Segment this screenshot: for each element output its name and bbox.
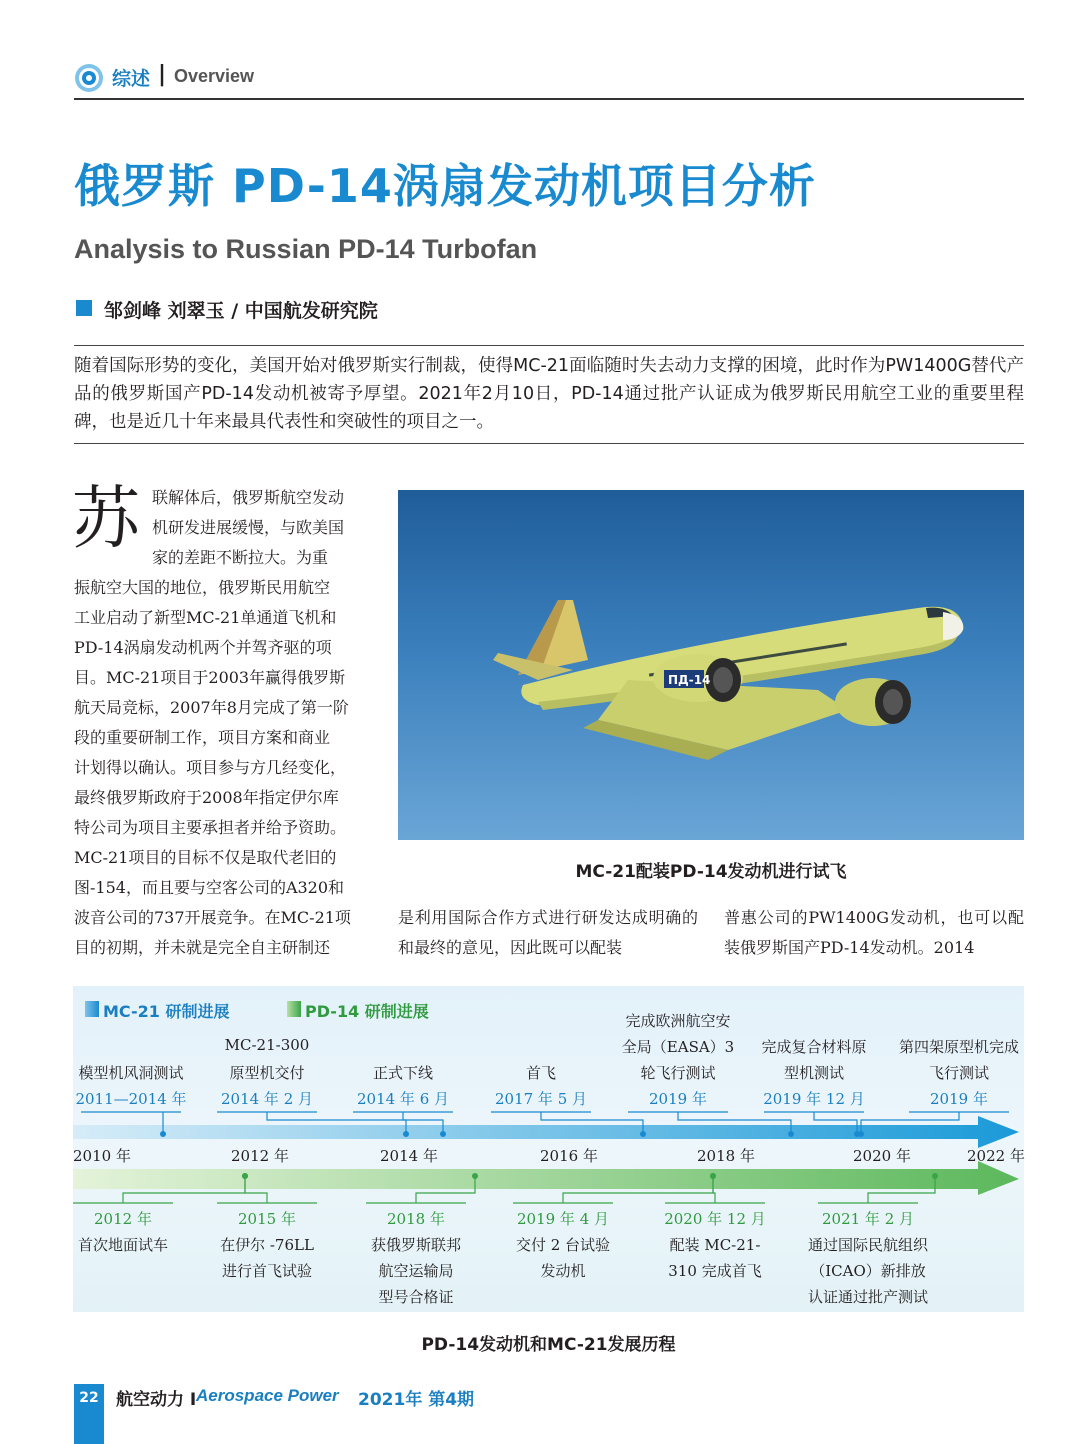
body-column-3: 普惠公司的PW1400G发动机，也可以配装俄罗斯国产PD-14发动机。2014: [724, 908, 1024, 957]
timeline-event-text: 首次地面试车: [77, 1236, 168, 1254]
timeline-event-text: 配装 MC-21-: [669, 1236, 761, 1254]
author-marker-icon: [76, 300, 92, 316]
timeline-date: 2018 年: [387, 1210, 445, 1228]
timeline-event-text: 正式下线: [372, 1064, 433, 1082]
abstract-top-rule: [74, 345, 1024, 346]
body-line: 图-154，而且要与空客公司的A320和: [74, 878, 345, 897]
timeline-event-text: 310 完成首飞: [668, 1262, 762, 1280]
mc21-aircraft-illustration: [398, 490, 1024, 840]
photo-caption: MC-21配装PD-14发动机进行试飞: [575, 862, 847, 882]
timeline-date: 2011—2014 年: [75, 1090, 187, 1108]
timeline-dot: [710, 1173, 716, 1179]
timeline-event-text: 飞行测试: [928, 1064, 989, 1082]
timeline-year: 2012 年: [231, 1147, 289, 1165]
timeline-date: 2012 年: [94, 1210, 152, 1228]
timeline-dot: [788, 1131, 794, 1137]
body-line: 特公司为项目主要承担者并给予资助。: [74, 818, 347, 837]
timeline-event-text: 通过国际民航组织: [807, 1236, 928, 1254]
timeline-year: 2020 年: [853, 1147, 911, 1165]
timeline-event-text: 认证通过批产测试: [807, 1288, 928, 1306]
body-line: PD-14涡扇发动机两个并驾齐驱的项: [74, 638, 332, 657]
section-logo-icon: [74, 63, 104, 93]
journal-issue: 2021年 第4期: [358, 1390, 475, 1410]
timeline-year: 2018 年: [697, 1147, 755, 1165]
timeline-dot: [440, 1131, 446, 1137]
body-column-1: [74, 483, 374, 963]
timeline-event-text: 交付 2 台试验: [515, 1236, 611, 1254]
section-label-en: Overview: [174, 66, 255, 86]
pd14-timeline-arrow: [73, 1161, 1019, 1195]
timeline-dot: [640, 1131, 646, 1137]
timeline-event-text: 型号合格证: [378, 1288, 454, 1306]
timeline-dot: [242, 1173, 248, 1179]
legend-mc21: MC-21 研制进展: [103, 1002, 230, 1021]
body-line: 计划得以确认。项目参与方几经变化，: [74, 758, 347, 777]
section-label-cn: 综述: [112, 68, 151, 90]
timeline-year: 2016 年: [540, 1147, 598, 1165]
timeline-dot: [472, 1173, 478, 1179]
timeline-event-text: 全局（EASA）3: [621, 1038, 735, 1056]
timeline-event-text: 发动机: [540, 1262, 586, 1280]
body-line: 机研发进展缓慢，与欧美国: [152, 518, 345, 537]
timeline-event-text: 轮飞行测试: [640, 1064, 716, 1082]
body-line: 联解体后，俄罗斯航空发动: [152, 488, 345, 507]
body-line: 段的重要研制工作，项目方案和商业: [74, 728, 331, 747]
timeline-event-text: 第四架原型机完成: [898, 1038, 1019, 1056]
timeline-event-text: 模型机风洞测试: [78, 1064, 184, 1082]
authors-line: 邹剑峰 刘翠玉 / 中国航发研究院: [104, 300, 378, 322]
body-line: 航天局竞标，2007年8月完成了第一阶: [74, 698, 349, 717]
journal-name-en: Aerospace Power: [196, 1386, 339, 1405]
timeline-caption: PD-14发动机和MC-21发展历程: [421, 1335, 676, 1355]
timeline-date: 2019 年 12 月: [763, 1090, 865, 1108]
timeline-date: 2019 年: [930, 1090, 988, 1108]
journal-name-cn: 航空动力 I: [116, 1390, 197, 1410]
body-line: 目。MC-21项目于2003年赢得俄罗斯: [74, 668, 346, 687]
timeline-dot: [160, 1131, 166, 1137]
engine-logo: ПД-14: [668, 673, 711, 687]
abstract-bottom-rule: [74, 443, 1024, 444]
article-title-en: Analysis to Russian PD-14 Turbofan: [74, 234, 538, 264]
timeline-year: 2022 年: [967, 1147, 1025, 1165]
timeline-event-text: 首飞: [525, 1064, 556, 1082]
timeline-event-text: 完成复合材料原: [761, 1038, 867, 1056]
timeline-date: 2020 年 12 月: [664, 1210, 766, 1228]
timeline-event-text: 完成欧洲航空安: [625, 1012, 731, 1030]
timeline-date: 2019 年: [649, 1090, 707, 1108]
running-header: [74, 60, 1024, 100]
article-title-cn: 俄罗斯 PD-14涡扇发动机项目分析: [74, 159, 816, 213]
mc21-timeline-arrow: [73, 1116, 1019, 1148]
abstract: 随着国际形势的变化，美国开始对俄罗斯实行制裁，使得MC-21面临随时失去动力支撑的困境，此时作为PW1400G替代产品的俄罗斯国产PD-14发动机被寄予厚望。2021年2月10日，PD-14通过批产认证成为俄罗斯民用航空工业的重要里程碑，也是近几十年来最具代表性和突破性的项目之一。: [74, 356, 1024, 432]
aircraft-photo: [398, 490, 1024, 840]
timeline-event-text: 获俄罗斯联邦: [370, 1236, 461, 1254]
timeline-dot: [858, 1131, 864, 1137]
body-line: MC-21项目的目标不仅是取代老旧的: [74, 848, 337, 867]
body-line: 家的差距不断拉大。为重: [152, 548, 329, 567]
timeline-date: 2017 年 5 月: [494, 1090, 588, 1108]
timeline-event-text: 进行首飞试验: [221, 1262, 312, 1280]
section-separator: |: [158, 62, 167, 87]
timeline-event-text: MC-21-300: [224, 1036, 310, 1054]
timeline-date: 2014 年 2 月: [220, 1090, 314, 1108]
timeline-year: 2010 年: [73, 1147, 131, 1165]
body-line: 工业启动了新型MC-21单通道飞机和: [74, 608, 337, 627]
drop-cap: 苏: [72, 480, 141, 559]
timeline-dot: [403, 1131, 409, 1137]
timeline-year: 2014 年: [380, 1147, 438, 1165]
timeline-date: 2014 年 6 月: [356, 1090, 450, 1108]
body-line: 目的初期，并未就是完全自主研制还: [74, 938, 331, 957]
timeline-event-text: 型机测试: [783, 1064, 844, 1082]
body-line: 最终俄罗斯政府于2008年指定伊尔库: [74, 788, 339, 807]
development-timeline: [73, 986, 1024, 1312]
legend-pd14: PD-14 研制进展: [305, 1002, 429, 1021]
timeline-dot: [932, 1173, 938, 1179]
header-rule: [74, 98, 1024, 100]
body-column-2: 是利用国际合作方式进行研发达成明确的和最终的意见，因此既可以配装: [398, 908, 698, 957]
timeline-event-text: 航空运输局: [378, 1262, 454, 1280]
page-number: 22: [79, 1390, 99, 1406]
timeline-event-text: 原型机交付: [229, 1064, 305, 1082]
timeline-event-text: 在伊尔 -76LL: [220, 1236, 314, 1254]
timeline-date: 2021 年 2 月: [821, 1210, 915, 1228]
timeline-date: 2015 年: [238, 1210, 296, 1228]
timeline-date: 2019 年 4 月: [516, 1210, 610, 1228]
timeline-event-text: （ICAO）新排放: [810, 1262, 926, 1280]
body-line: 振航空大国的地位，俄罗斯民用航空: [74, 578, 331, 597]
body-line: 波音公司的737开展竞争。在MC-21项: [74, 908, 351, 927]
